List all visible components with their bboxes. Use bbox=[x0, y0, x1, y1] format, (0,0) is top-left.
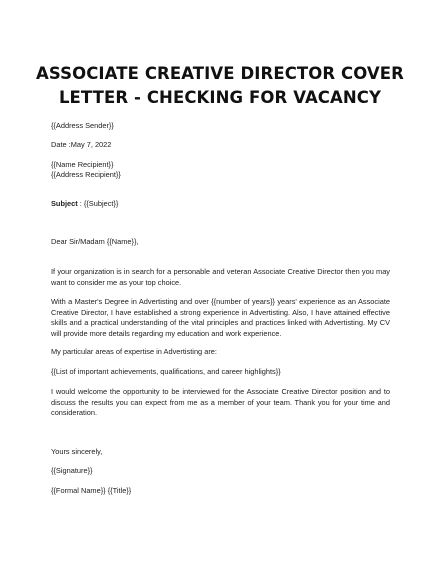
formal-name: {{Formal Name}} {{Title}} bbox=[51, 486, 132, 495]
subject-label: Subject bbox=[51, 199, 78, 208]
paragraph-achievements: {{List of important achievements, qualifications, and career highlights}} bbox=[51, 367, 281, 376]
paragraph-closing-remarks: I would welcome the opportunity to be interviewed for the Associate Creative Director position and to discuss the results you can expect from me as a member of your team. Thank you for your time and consideration. bbox=[51, 387, 390, 417]
address-sender: {{Address Sender}} bbox=[51, 121, 114, 130]
subject-line bbox=[51, 199, 118, 209]
name-recipient: {{Name Recipient}} bbox=[51, 160, 114, 169]
document-title: ASSOCIATE CREATIVE DIRECTOR COVER LETTER - CHECKING FOR VACANCY bbox=[36, 64, 404, 107]
closing: Yours sincerely, bbox=[51, 447, 103, 456]
salutation: Dear Sir/Madam {{Name}}, bbox=[51, 237, 139, 246]
paragraph-experience: With a Master's Degree in Advertisting and over {{number of years}} years' experience as an Associate Creative Director, I have established a strong experience in Advertisting. Also, I have attained effective skills and a practical understanding of the vital principles and practices linked with Advertisting. My CV will provide more details regarding my education and work experience. bbox=[51, 297, 390, 338]
signature: {{Signature}} bbox=[51, 466, 93, 475]
paragraph-expertise-intro: My particular areas of expertise in Advertisting are: bbox=[51, 347, 217, 356]
address-recipient: {{Address Recipient}} bbox=[51, 170, 121, 179]
letter-date: Date :May 7, 2022 bbox=[51, 140, 112, 149]
paragraph-intro: If your organization is in search for a personable and veteran Associate Creative Director then you may want to consider me as your top choice. bbox=[51, 267, 390, 287]
subject-value: : {{Subject}} bbox=[79, 199, 119, 208]
